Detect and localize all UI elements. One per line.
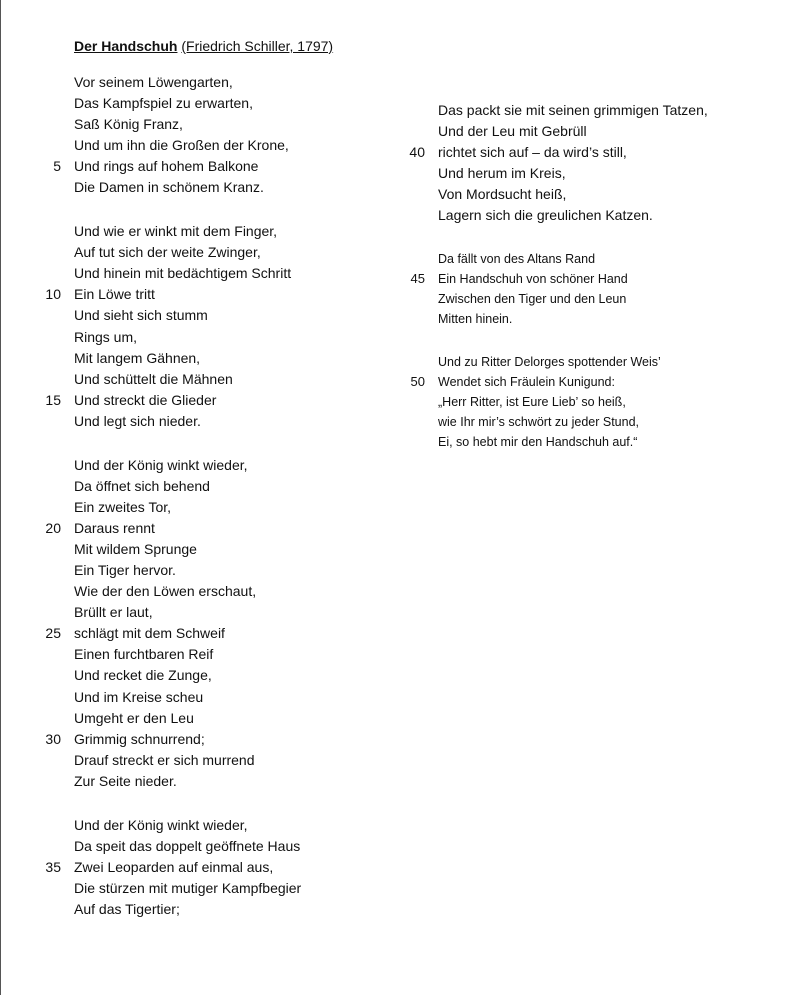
verse-text: „Herr Ritter, ist Eure Lieb’ so heiß,	[438, 394, 626, 409]
verse-text: Da öffnet sich behend	[74, 477, 210, 494]
verse-line	[74, 348, 384, 369]
verse-line	[74, 411, 384, 432]
verse-line	[74, 560, 384, 581]
verse-text: Zwischen den Tiger und den Leun	[438, 292, 627, 307]
verse-text: Das Kampfspiel zu erwarten,	[74, 95, 253, 112]
line-number: 40	[409, 144, 425, 161]
verse-line	[74, 771, 384, 792]
line-number: 20	[45, 519, 61, 536]
verse-line	[45, 623, 384, 644]
verse-line	[74, 305, 384, 326]
verse-text: Auf das Tigertier;	[74, 900, 180, 917]
verse-line	[410, 269, 778, 289]
verse-text: Mitten hinein.	[438, 312, 513, 327]
verse-line	[74, 135, 384, 156]
verse-text: Auf tut sich der weite Zwinger,	[74, 244, 261, 261]
verse-text: Und sieht sich stumm	[74, 307, 208, 324]
verse-text: Und im Kreise scheu	[74, 688, 204, 705]
verse-line	[74, 644, 384, 665]
verse-line	[74, 177, 384, 198]
poem-column-right	[409, 100, 778, 474]
verse-line	[74, 242, 384, 263]
poem-title	[74, 36, 333, 56]
verse-line	[74, 665, 384, 686]
verse-text: Daraus rennt	[74, 519, 155, 536]
verse-text: Ein Handschuh von schöner Hand	[438, 272, 628, 287]
verse-text: richtet sich auf – da wird’s still,	[438, 144, 627, 161]
verse-text: Das packt sie mit seinen grimmigen Tatzen,	[438, 102, 708, 118]
verse-text: schlägt mit dem Schweif	[74, 625, 225, 642]
verse-line	[74, 497, 384, 518]
verse-text: Brüllt er laut,	[74, 604, 153, 621]
verse-text: Da speit das doppelt geöffnete Haus	[74, 837, 301, 854]
stanza	[410, 352, 778, 452]
verse-line	[74, 327, 384, 348]
verse-text: Rings um,	[74, 328, 138, 345]
verse-text: Ein zweites Tor,	[74, 498, 172, 515]
stanza	[409, 100, 778, 227]
verse-line	[74, 815, 384, 836]
verse-line	[74, 899, 384, 920]
verse-line	[438, 205, 778, 226]
line-number: 45	[410, 271, 425, 287]
verse-text: Drauf streckt er sich murrend	[74, 751, 255, 768]
stanza	[53, 72, 384, 199]
page-edge	[0, 0, 1, 995]
verse-text: Und um ihn die Großen der Krone,	[74, 137, 289, 154]
verse-text: Grimmig schnurrend;	[74, 730, 205, 747]
verse-text: Zur Seite nieder.	[74, 772, 177, 789]
verse-line	[438, 100, 778, 121]
verse-line	[45, 284, 384, 305]
verse-line	[74, 476, 384, 497]
stanza	[45, 815, 384, 920]
line-number: 50	[410, 373, 425, 389]
line-number: 5	[53, 158, 61, 175]
verse-text: Wie der den Löwen erschaut,	[74, 583, 257, 600]
verse-text: Mit langem Gähnen,	[74, 349, 201, 366]
verse-line	[438, 163, 778, 184]
verse-line	[438, 352, 778, 372]
verse-line	[74, 878, 384, 899]
verse-line	[438, 289, 778, 309]
verse-text: Und herum im Kreis,	[438, 165, 566, 182]
verse-text: Die stürzen mit mutiger Kampfbegier	[74, 879, 302, 896]
verse-line	[438, 309, 778, 329]
verse-text: Und der König winkt wieder,	[74, 816, 248, 833]
verse-line	[45, 518, 384, 539]
stanza	[45, 455, 384, 793]
verse-text: Mit wildem Sprunge	[74, 540, 197, 557]
poem-title-attribution: (Friedrich Schiller, 1797)	[181, 38, 334, 54]
verse-line	[74, 221, 384, 242]
stanza	[410, 249, 778, 329]
verse-line	[74, 602, 384, 623]
verse-line	[74, 708, 384, 729]
verse-text: Und recket die Zunge,	[74, 667, 212, 684]
verse-line	[410, 372, 778, 392]
verse-line	[45, 857, 384, 878]
verse-line	[74, 72, 384, 93]
verse-line	[409, 142, 778, 163]
verse-text: Saß König Franz,	[74, 116, 183, 133]
verse-line	[74, 455, 384, 476]
verse-text: Und rings auf hohem Balkone	[74, 158, 259, 175]
line-number: 15	[45, 391, 61, 408]
verse-text: Da fällt von des Altans Rand	[438, 252, 596, 267]
verse-line	[74, 750, 384, 771]
verse-text: Und schüttelt die Mähnen	[74, 370, 233, 387]
verse-text: Und der Leu mit Gebrüll	[438, 123, 587, 140]
line-number: 10	[45, 286, 61, 303]
verse-line	[74, 114, 384, 135]
stanza	[45, 221, 384, 432]
verse-text: Ein Tiger hervor.	[74, 561, 176, 578]
verse-line	[438, 412, 778, 432]
verse-line	[45, 390, 384, 411]
verse-line	[438, 184, 778, 205]
line-number: 35	[45, 858, 61, 875]
verse-line	[74, 369, 384, 390]
verse-text: Vor seinem Löwengarten,	[74, 74, 233, 90]
verse-line	[74, 581, 384, 602]
line-number: 25	[45, 625, 61, 642]
verse-text: wie Ihr mir’s schwört zu jeder Stund,	[438, 414, 640, 429]
line-number: 30	[45, 730, 61, 747]
verse-text: Und hinein mit bedächtigem Schritt	[74, 265, 292, 282]
poem-column-left	[45, 72, 384, 942]
verse-text: Umgeht er den Leu	[74, 709, 194, 726]
verse-line	[74, 93, 384, 114]
verse-text: Ei, so hebt mir den Handschuh auf.“	[438, 434, 638, 449]
verse-text: Einen furchtbaren Reif	[74, 646, 214, 663]
verse-line	[438, 432, 778, 452]
verse-text: Und der König winkt wieder,	[74, 456, 248, 473]
verse-text: Und legt sich nieder.	[74, 412, 201, 429]
verse-line	[438, 121, 778, 142]
poem-title-main: Der Handschuh	[74, 38, 178, 54]
verse-text: Ein Löwe tritt	[74, 286, 155, 303]
verse-line	[74, 687, 384, 708]
verse-text: Lagern sich die greulichen Katzen.	[438, 207, 653, 224]
verse-text: Zwei Leoparden auf einmal aus,	[74, 858, 274, 875]
verse-line	[53, 156, 384, 177]
verse-text: Die Damen in schönem Kranz.	[74, 179, 264, 196]
verse-line	[438, 249, 778, 269]
verse-line	[45, 729, 384, 750]
verse-text: Und zu Ritter Delorges spottender Weis’	[438, 354, 661, 369]
verse-text: Und streckt die Glieder	[74, 391, 217, 408]
verse-text: Von Mordsucht heiß,	[438, 186, 567, 203]
verse-line	[74, 836, 384, 857]
verse-line	[74, 539, 384, 560]
verse-text: Wendet sich Fräulein Kunigund:	[438, 374, 615, 389]
verse-line	[438, 392, 778, 412]
verse-text: Und wie er winkt mit dem Finger,	[74, 223, 278, 240]
verse-line	[74, 263, 384, 284]
